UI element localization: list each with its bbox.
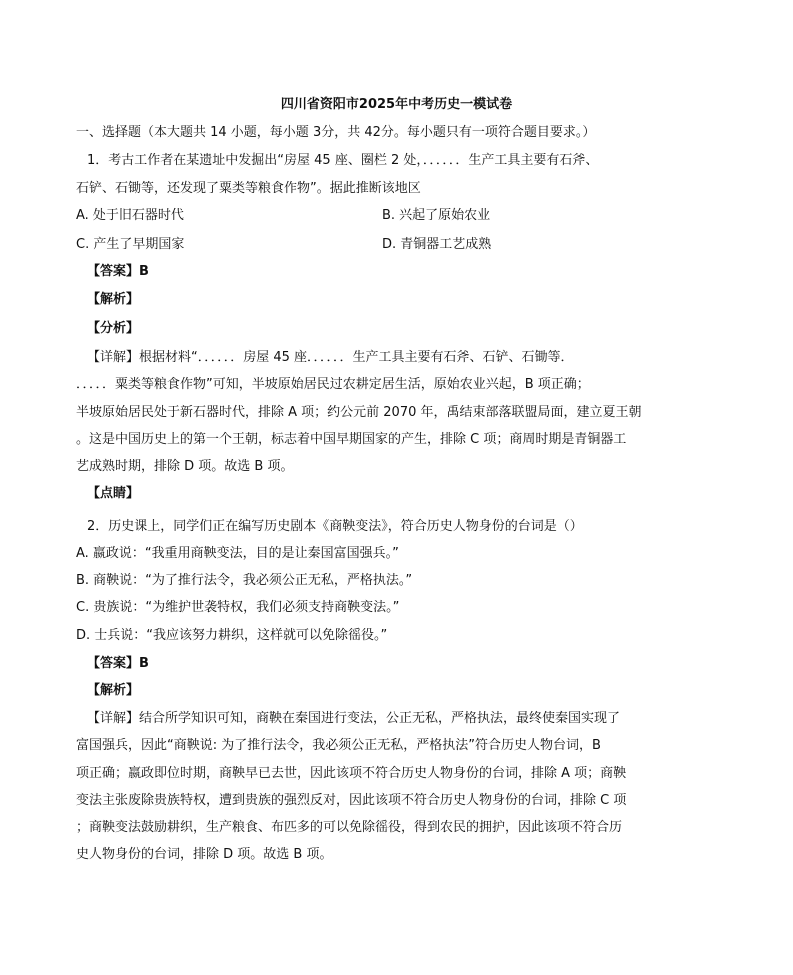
q1-detail-line4: 。这是中国历史上的第一个王朝，标志着中国早期国家的产生，排除 C 项；商周时期是青铜器工 — [76, 432, 627, 447]
q2-detail-line3: 项正确；嬴政即位时期，商鞅早已去世，因此该项不符合历史人物身份的台词，排除 A 项；商鞅 — [76, 766, 627, 781]
q2-option-d: D. 士兵说：“我应该努力耕织，这样就可以免除徭役。” — [76, 628, 388, 643]
q2-stem: 2．历史课上，同学们正在编写历史剧本《商鞅变法》，符合历史人物身份的台词是（） — [87, 519, 583, 534]
q1-detail-line5: 艺成熟时期，排除 D 项。故选 B 项。 — [76, 459, 294, 474]
q2-detail-line4: 变法主张废除贵族特权，遭到贵族的强烈反对，因此该项不符合历史人物身份的台词，排除 C 项 — [76, 793, 627, 808]
q2-option-a: A. 嬴政说：“我重用商鞅变法，目的是让秦国富国强兵。” — [76, 546, 399, 561]
q2-answer: 【答案】B — [87, 656, 149, 671]
q1-fenxi-tag: 【分析】 — [87, 321, 140, 336]
q1-detail-line2: ．．．．．粟类等粮食作物”可知，半坡原始居民过农耕定居生活，原始农业兴起，B 项正确； — [76, 377, 590, 392]
q1-answer: 【答案】B — [87, 264, 149, 279]
q1-option-d: D. 青铜器工艺成熟 — [382, 237, 492, 252]
q1-option-a: A. 处于旧石器时代 — [76, 208, 184, 223]
q2-detail-line5: ；商鞅变法鼓励耕织，生产粮食、布匹多的可以免除徭役，得到农民的拥护，因此该项不符合历 — [76, 820, 623, 835]
q2-detail-line6: 史人物身份的台词，排除 D 项。故选 B 项。 — [76, 847, 333, 862]
q2-detail-line1: 【详解】结合所学知识可知，商鞅在秦国进行变法，公正无私，严格执法，最终使秦国实现了 — [87, 711, 621, 726]
q1-analysis-tag: 【解析】 — [87, 292, 140, 307]
q2-option-c: C. 贵族说：“为维护世袭特权，我们必须支持商鞅变法。” — [76, 600, 400, 615]
q1-option-c: C. 产生了早期国家 — [76, 237, 185, 252]
q1-detail-line1: 【详解】根据材料“．．．．．．房屋 45 座．．．．．．生产工具主要有石斧、石铲、石锄等． — [87, 350, 574, 365]
q1-option-b: B. 兴起了原始农业 — [382, 208, 491, 223]
q2-option-b: B. 商鞅说：“为了推行法令，我必须公正无私，严格执法。” — [76, 573, 413, 588]
q2-analysis-tag: 【解析】 — [87, 683, 140, 698]
q1-stem-line2: 石铲、石锄等，还发现了粟类等粮食作物”。据此推断该地区 — [76, 181, 421, 196]
q1-stem-line1: 1．考古工作者在某遗址中发掘出“房屋 45 座、圈栏 2 处，．．．．．．生产工具主要有石斧、 — [87, 153, 599, 168]
q2-detail-line2: 富国强兵，因此“商鞅说: 为了推行法令，我必须公正无私，严格执法”符合历史人物台词，B — [76, 738, 601, 753]
exam-title: 四川省资阳市2025年中考历史一模试卷 — [280, 97, 513, 112]
q1-detail-line3: 半坡原始居民处于新石器时代，排除 A 项；约公元前 2070 年，禹结束部落联盟局面，建立夏王朝 — [76, 405, 642, 420]
section-header: 一、选择题（本大题共 14 小题，每小题 3分，共 42分。每小题只有一项符合题目要求。） — [76, 125, 596, 140]
q1-dianjing-tag: 【点睛】 — [87, 486, 140, 501]
